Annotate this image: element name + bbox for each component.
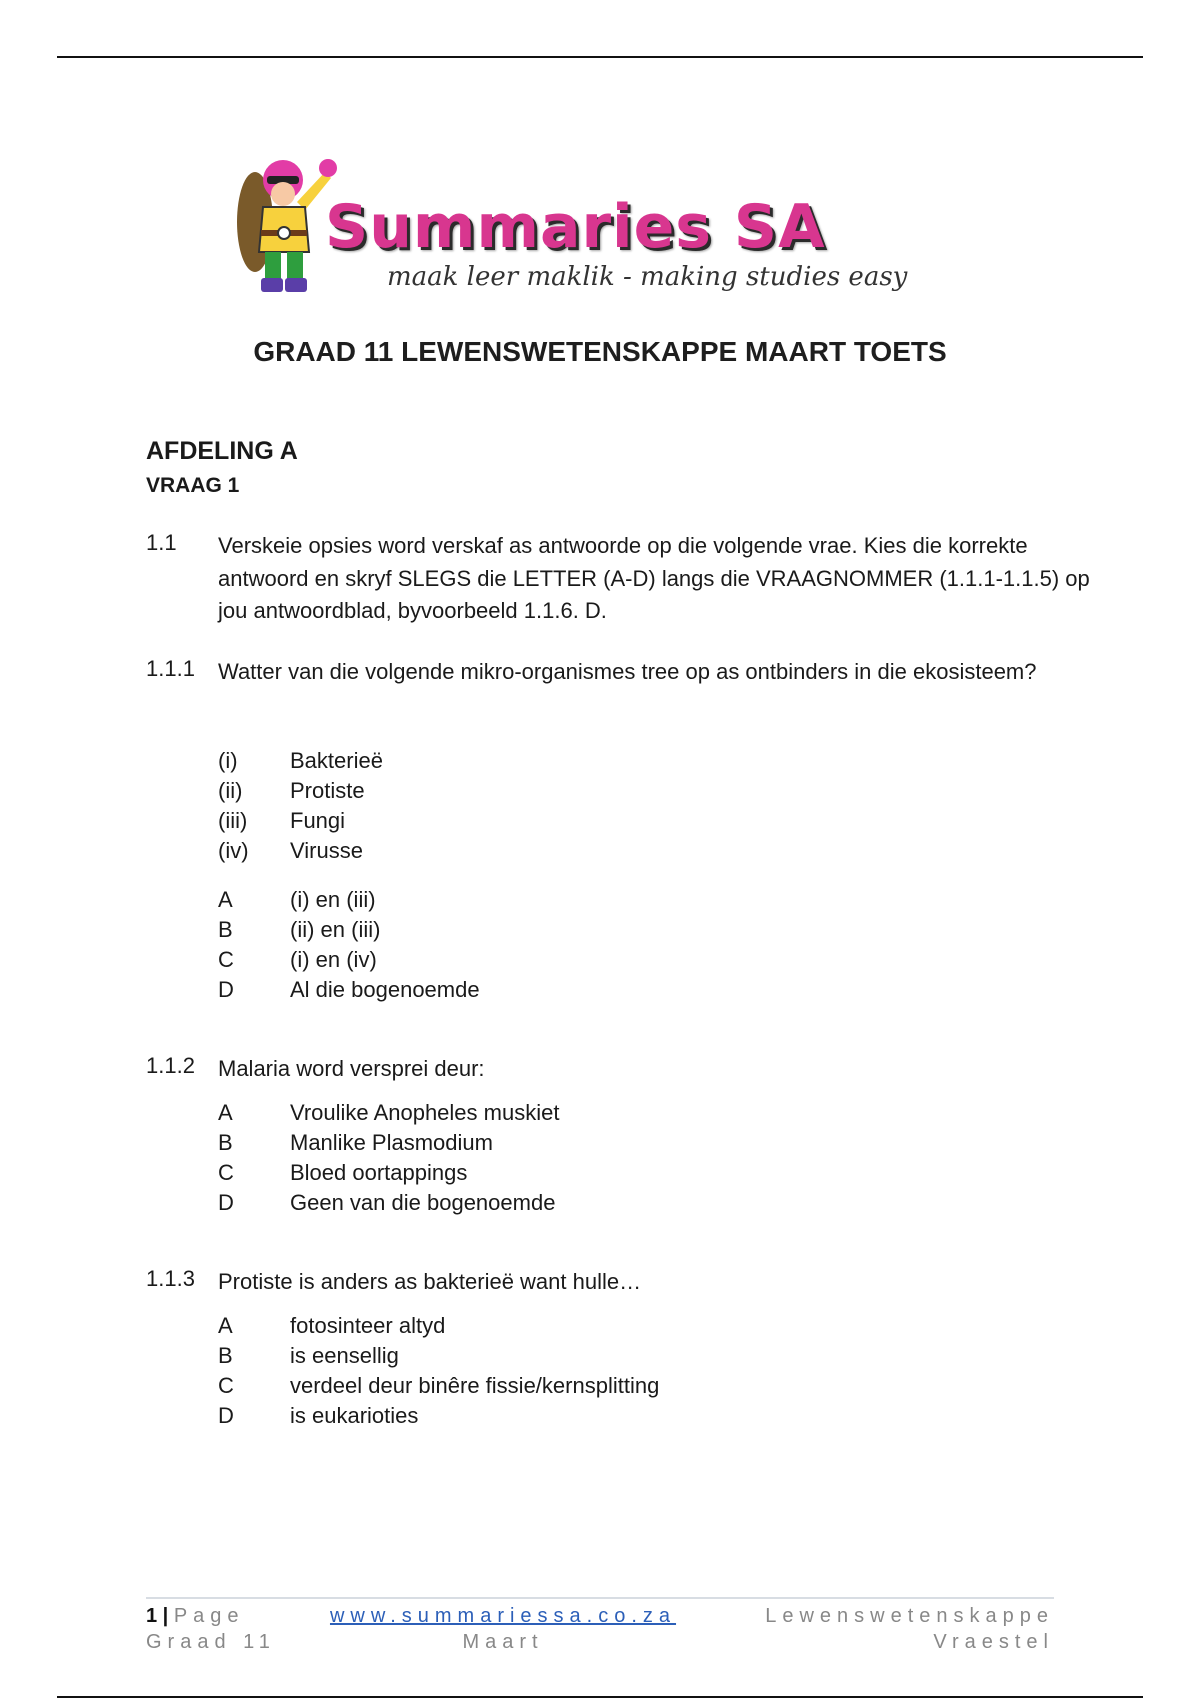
- item-text: Fungi: [290, 808, 346, 833]
- footer-rule: [146, 1597, 1054, 1599]
- option-label: B: [218, 917, 233, 942]
- footer-subject: Lewenswetenskappe: [765, 1605, 1054, 1627]
- option-label: B: [218, 1343, 233, 1368]
- footer-paper: Vraestel: [933, 1631, 1054, 1653]
- option-label: A: [218, 1100, 233, 1125]
- option-text: verdeel deur binêre fissie/kernsplitting: [290, 1373, 660, 1398]
- option-text: is eukarioties: [290, 1403, 419, 1428]
- question-text: Malaria word versprei deur:: [218, 1056, 485, 1081]
- option-text: is eensellig: [290, 1343, 399, 1368]
- item-label: (ii): [218, 778, 243, 803]
- option-label: A: [218, 1313, 233, 1338]
- item-label: (i): [218, 748, 238, 773]
- question-number: 1.1: [146, 530, 177, 555]
- option-label: D: [218, 1403, 234, 1428]
- option-label: D: [218, 1190, 234, 1215]
- option-label: C: [218, 1160, 234, 1185]
- summaries-sa-logo: [225, 152, 985, 302]
- bottom-rule: [57, 1696, 1143, 1698]
- option-text: Geen van die bogenoemde: [290, 1190, 556, 1215]
- item-label: (iv): [218, 838, 249, 863]
- option-label: B: [218, 1130, 233, 1155]
- page-label: Page: [173, 1605, 245, 1627]
- question-number: 1.1.1: [146, 656, 195, 681]
- question-text: Verskeie opsies word verskaf as antwoorde op die volgende vrae. Kies die korrekte antwoord en skryf SLEGS die LETTER (A-D) langs die VRAAGNOMMER (1.1.1-1.1.5) op jou antwoordblad, byvoorbeeld 1.1.6. D.: [218, 533, 1090, 623]
- option-text: (i) en (iv): [290, 947, 377, 972]
- footer-grade: Graad 11: [146, 1631, 276, 1653]
- question-text: Protiste is anders as bakterieë want hulle…: [218, 1269, 642, 1294]
- top-rule: [57, 56, 1143, 58]
- item-text: Virusse: [290, 838, 363, 863]
- option-label: D: [218, 977, 234, 1002]
- item-label: (iii): [218, 808, 248, 833]
- footer-month: Maart: [462, 1631, 544, 1653]
- option-text: (i) en (iii): [290, 887, 376, 912]
- question-number: 1.1.2: [146, 1053, 195, 1078]
- page-title: GRAAD 11 LEWENSWETENSKAPPE MAART TOETS: [253, 336, 947, 367]
- option-text: (ii) en (iii): [290, 917, 381, 942]
- option-text: Bloed oortappings: [290, 1160, 468, 1185]
- logo-brand-text: Summaries SA: [325, 192, 826, 262]
- page-number: 1: [146, 1605, 158, 1627]
- logo-tagline: maak leer maklik - making studies easy: [387, 262, 908, 292]
- option-text: Al die bogenoemde: [290, 977, 480, 1002]
- question-heading: VRAAG 1: [146, 474, 240, 497]
- option-text: fotosinteer altyd: [290, 1313, 446, 1338]
- section-heading: AFDELING A: [146, 437, 298, 465]
- footer-left: 1 | Page Graad 11: [146, 1605, 276, 1653]
- option-text: Manlike Plasmodium: [290, 1130, 493, 1155]
- question-text: Watter van die volgende mikro-organismes tree op as ontbinders in die ekosisteem?: [218, 659, 1037, 684]
- item-text: Bakterieë: [290, 748, 383, 773]
- footer-right: [700, 1603, 1054, 1655]
- option-text: Vroulike Anopheles muskiet: [290, 1100, 560, 1125]
- option-label: A: [218, 887, 233, 912]
- question-number: 1.1.3: [146, 1266, 195, 1291]
- item-text: Protiste: [290, 778, 365, 803]
- website-link[interactable]: www.summariessa.co.za: [329, 1605, 677, 1627]
- option-label: C: [218, 947, 234, 972]
- option-label: C: [218, 1373, 234, 1398]
- footer-center: [328, 1603, 678, 1655]
